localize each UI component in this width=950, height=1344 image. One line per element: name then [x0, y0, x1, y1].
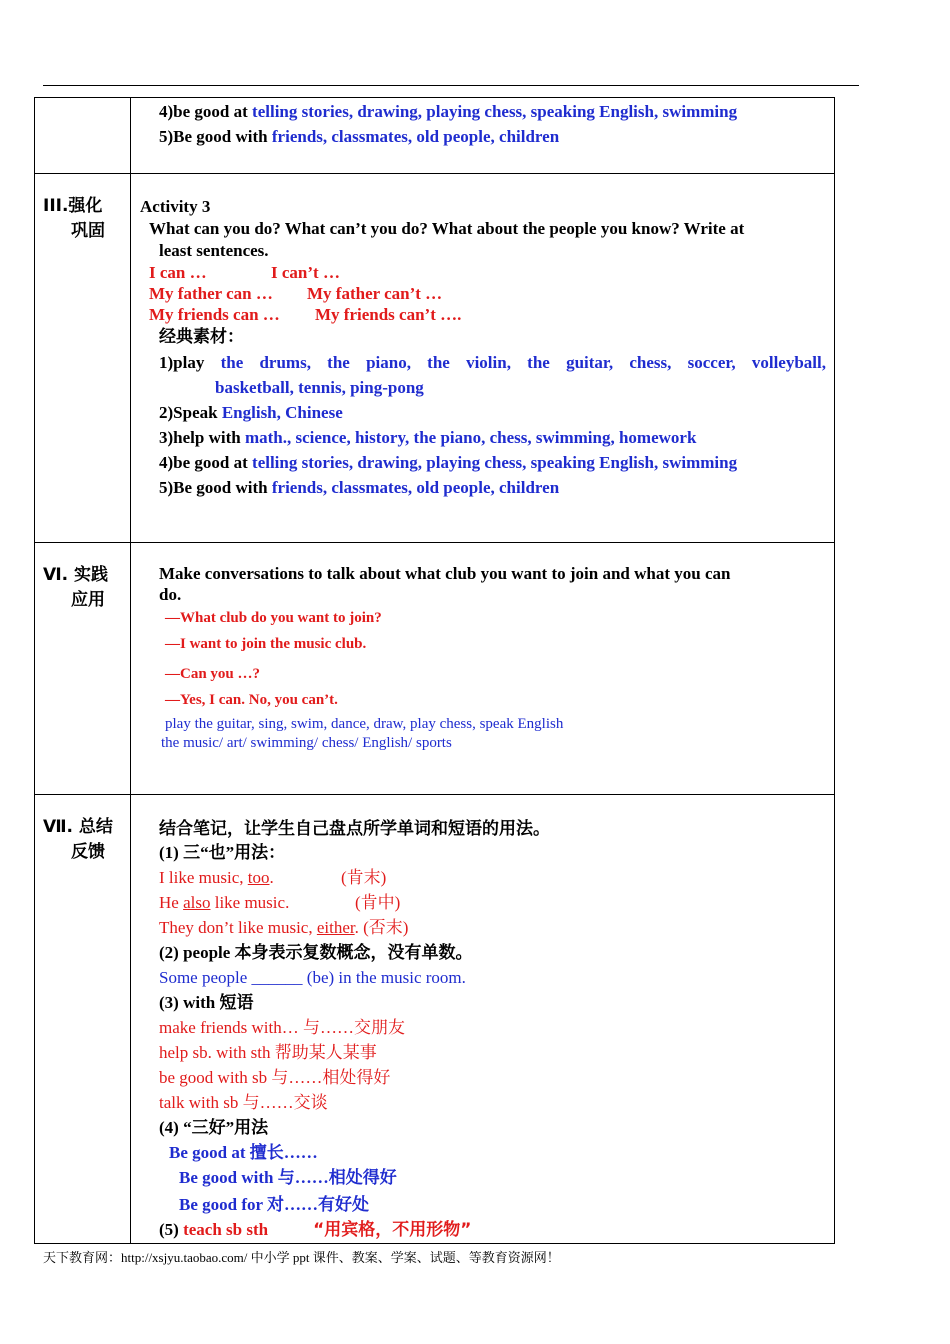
section-label: III.强化 巩固 — [43, 196, 105, 241]
word-bank-clubs: the music/ art/ swimming/ chess/ English/ sports — [161, 735, 452, 751]
material-item-4: 4)be good at telling stories, drawing, playing chess, speaking English, swimming — [159, 453, 738, 472]
table-row — [35, 98, 835, 174]
section-title: (5) teach sb sth “用宾格，不用形物” — [159, 1220, 472, 1240]
row-content-cell — [131, 795, 835, 1244]
material-title: 经典素材： — [159, 327, 244, 347]
dialog-line: —Can you …? — [165, 666, 261, 682]
phrase-item: make friends with… 与……交朋友 — [159, 1018, 405, 1037]
example-line: I like music, too. (肯末) — [159, 868, 387, 887]
row-content-cell — [131, 98, 835, 174]
row-content-cell — [131, 543, 835, 795]
example-line: They don’t like music, either. (否末) — [159, 918, 409, 937]
header-rule — [43, 85, 859, 86]
material-item-5: 5)Be good with friends, classmates, old people, children — [159, 478, 560, 497]
section-label: Ⅵ. 实践 应用 — [43, 565, 109, 610]
phrase-item: talk with sb 与……交谈 — [159, 1093, 328, 1112]
phrase-item: Be good at 擅长…… — [169, 1143, 318, 1162]
phrase-item: Be good for 对……有好处 — [179, 1195, 369, 1214]
row-label-cell — [35, 98, 131, 174]
activity-title: Activity 3 — [140, 197, 211, 216]
material-item-2: 2)Speak English, Chinese — [159, 403, 343, 422]
lesson-table — [34, 97, 835, 1244]
question-line-1: What can you do? What can’t you do? What about the people you know? Write at — [149, 219, 745, 238]
table-row — [35, 174, 835, 543]
material-item-1: 1)play the drums, the piano, the violin, the guitar, chess, soccer, volleyball, — [159, 353, 826, 372]
pattern-line: My friends can … My friends can’t …. — [149, 305, 462, 324]
section-title: (4) “三好”用法 — [159, 1118, 269, 1137]
section-title: (3) with 短语 — [159, 993, 254, 1012]
section-title: (1) 三“也”用法： — [159, 843, 286, 862]
word-bank-activities: play the guitar, sing, swim, dance, draw, play chess, speak English — [165, 716, 564, 732]
pattern-line: I can … I can’t … — [149, 263, 340, 282]
row-label-cell — [35, 543, 131, 795]
row-label-cell — [35, 174, 131, 543]
section-title: (2) people 本身表示复数概念，没有单数。 — [159, 943, 473, 962]
page-footer: 天下教育网：http://xsjyu.taobao.com/ 中小学 ppt 课件、教案、学案、试题、等教育资源网！ — [43, 1250, 560, 1265]
material-item-5: 5)Be good with friends, classmates, old people, children — [159, 127, 560, 146]
question-line-2: least sentences. — [159, 241, 269, 260]
example-line: Some people ______ (be) in the music room. — [159, 968, 466, 987]
row-label-cell — [35, 795, 131, 1244]
section-label: Ⅶ. 总结 反馈 — [43, 817, 113, 862]
phrase-item: be good with sb 与……相处得好 — [159, 1068, 391, 1087]
dialog-line: —Yes, I can. No, you can’t. — [165, 692, 338, 708]
dialog-line: —What club do you want to join? — [165, 610, 382, 626]
phrase-item: help sb. with sth 帮助某人某事 — [159, 1043, 377, 1062]
pattern-line: My father can … My father can’t … — [149, 284, 443, 303]
instruction-line-2: do. — [159, 585, 182, 604]
summary-intro: 结合笔记，让学生自己盘点所学单词和短语的用法。 — [159, 819, 550, 839]
material-item-3: 3)help with math., science, history, the piano, chess, swimming, homework — [159, 428, 697, 447]
table-row — [35, 795, 835, 1244]
instruction-line-1: Make conversations to talk about what club you want to join and what you can — [159, 564, 731, 583]
row-content-cell — [131, 174, 835, 543]
material-item-1-cont: basketball, tennis, ping-pong — [215, 378, 424, 397]
material-item-4: 4)be good at telling stories, drawing, playing chess, speaking English, swimming — [159, 102, 738, 121]
table-row — [35, 543, 835, 795]
example-line: He also like music. (肯中) — [159, 893, 401, 912]
phrase-item: Be good with 与……相处得好 — [179, 1168, 397, 1187]
dialog-line: —I want to join the music club. — [165, 636, 367, 652]
